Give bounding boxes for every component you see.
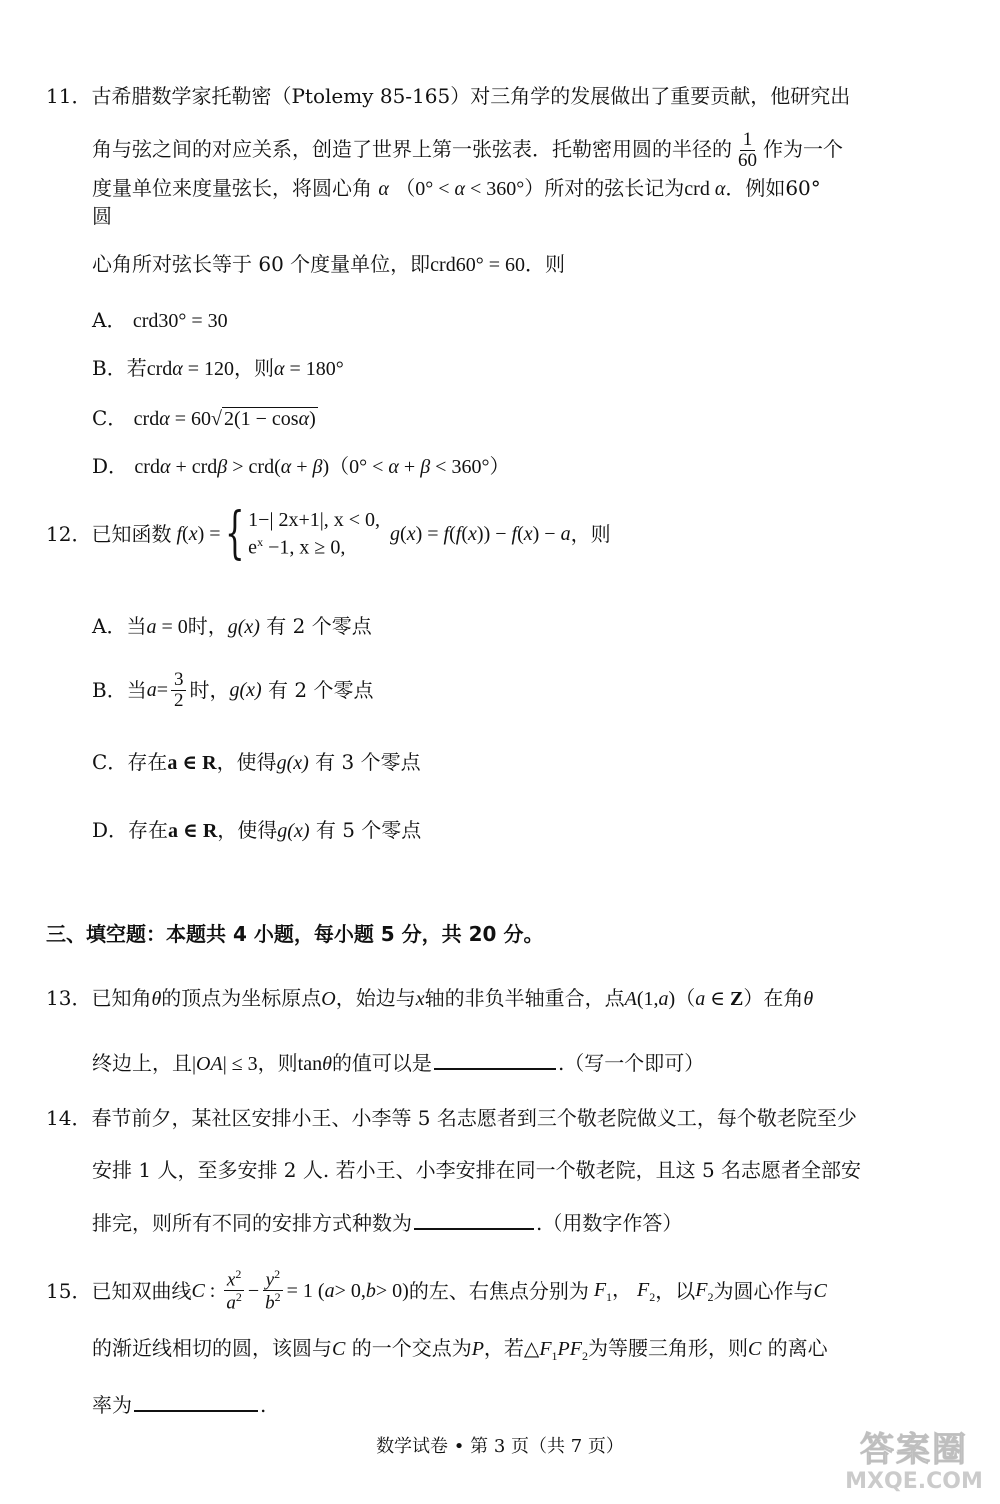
- q12-d-exist: 存在: [128, 818, 169, 842]
- q15-a: 已知双曲线: [91, 1278, 192, 1303]
- math-crd-alpha: crd α: [684, 178, 726, 200]
- math-gx: g(x): [229, 679, 262, 702]
- q11-option-c: [92, 406, 318, 431]
- case-1: 1−| 2x+1|, x < 0,: [248, 508, 381, 531]
- q12-b-shi: 时，: [189, 678, 230, 703]
- q13-b: 的顶点为坐标原点: [161, 986, 322, 1010]
- math-gx: g(x): [276, 752, 309, 774]
- q13-number: 13．: [46, 986, 92, 1010]
- math-gx: g(x): [227, 616, 260, 638]
- math-theta: θ: [803, 988, 814, 1010]
- math-gx-def: g(x) = f(f(x)) − f(x) − a: [390, 523, 571, 545]
- section-heading: 三、填空题：本题共 4 小题，每小题 5 分，共 20 分。: [46, 922, 544, 946]
- q13-c: ，始边与: [335, 986, 416, 1010]
- answer-blank[interactable]: [414, 1210, 534, 1230]
- math-f2: ， $F_2$: [612, 1278, 656, 1304]
- math-x: x: [415, 988, 425, 1010]
- watermark-url: MXQE.COM: [845, 1469, 983, 1494]
- q11-line4: [92, 204, 112, 228]
- q13-line2: [92, 1050, 704, 1076]
- page-footer: 数学试卷 • 第 3 页（共 7 页）: [376, 1436, 624, 1457]
- q11-option-d: [92, 454, 509, 479]
- q11-b-if: 若: [126, 356, 147, 380]
- q11-line3: [92, 176, 821, 201]
- answer-blank[interactable]: [434, 1050, 556, 1070]
- q11-text-5a: 心角所对弦长等于 60 个度量单位，即: [92, 252, 431, 276]
- case-2-rest: −1, x ≥ 0,: [263, 536, 346, 559]
- math-a-in-r: a ∈ R: [168, 820, 218, 842]
- q12-stem: [46, 501, 611, 566]
- q14-text-2: 安排 1 人，至多安排 2 人. 若小王、小李安排在同一个敬老院，且这 5 名志愿者全部安: [92, 1158, 862, 1182]
- q14-text-3b: .（用数字作答）: [536, 1211, 683, 1235]
- math-fx: f(x) =: [176, 523, 221, 545]
- q12-b-has: 有 2 个零点: [268, 678, 374, 703]
- q11-option-b: [92, 356, 344, 381]
- math-a: a: [146, 679, 157, 702]
- math-triangle: $\triangle F_1PF_2$: [523, 1338, 588, 1363]
- q11-text-1: 古希腊数学家托勒密（Ptolemy 85-165）对三角学的发展做出了重要贡献，他研究出: [91, 84, 851, 108]
- case-2-exp: x: [257, 534, 264, 549]
- math-a-in-r: a ∈ R: [167, 752, 217, 774]
- option-label: B．: [92, 356, 127, 380]
- q12-a-shi: 时，: [187, 614, 228, 638]
- q11-line2: [92, 130, 843, 171]
- watermark-logo: [834, 1430, 994, 1500]
- math-a-in-z: a ∈ Z: [695, 988, 744, 1010]
- math-option-d: crdα + crdβ > crd(α + β)（0° < α + β < 360°）: [134, 456, 510, 478]
- q14-line3: [92, 1210, 682, 1235]
- q13-d: 轴的非负半轴重合，点: [424, 986, 625, 1010]
- math-oa-bound: |OA| ≤ 3: [192, 1053, 258, 1075]
- option-label: A．: [92, 614, 127, 638]
- q12-option-d: [92, 818, 421, 843]
- case-2-base: e: [248, 536, 258, 559]
- q11-text-3d: ．例如60°: [725, 176, 821, 200]
- math-theta: θ: [151, 988, 162, 1010]
- math-alpha: α: [378, 178, 389, 200]
- case-2: [248, 534, 380, 562]
- q12-tail: ，则: [570, 522, 611, 546]
- math-option-b-1: crdα = 120: [146, 358, 235, 380]
- q13-g: 终边上，且: [92, 1051, 192, 1075]
- fraction-3-2: $\frac{3}{2}$: [171, 670, 187, 711]
- q15-2b: 的一个交点为: [351, 1336, 472, 1360]
- q12-c-exist: 存在: [127, 750, 168, 774]
- q15-2d: 为等腰三角形，则: [587, 1336, 748, 1360]
- q11-option-a: [92, 308, 228, 333]
- q15-line3: [92, 1392, 266, 1417]
- q13-j: .（写一个即可）: [557, 1051, 705, 1075]
- q13-a: 已知角: [91, 986, 152, 1010]
- q12-number: 12．: [46, 522, 92, 546]
- q12-a-has: 有 2 个零点: [266, 614, 372, 638]
- q11-text-3b: （: [395, 176, 416, 200]
- q15-c: ，以: [655, 1278, 696, 1303]
- q14-number: 14．: [46, 1106, 92, 1130]
- math-c: C: [813, 1279, 827, 1302]
- q13-h: ，则: [257, 1051, 298, 1075]
- math-c: C: [332, 1338, 346, 1360]
- option-label: C．: [92, 406, 128, 430]
- math-option-c: crdα = 60√ 2(1 − cosα): [133, 408, 316, 430]
- math-eq: = 0: [156, 616, 188, 638]
- math-option-b-2: α = 180°: [274, 358, 344, 380]
- q12-option-c: [92, 750, 421, 775]
- q12-option-b: [92, 670, 374, 711]
- q12-option-a: [92, 614, 372, 639]
- option-label: C．: [92, 750, 128, 774]
- option-label: B．: [92, 678, 127, 703]
- q15-2a: 的渐近线相切的圆，该圆与: [92, 1336, 332, 1360]
- q15-3a: 率为: [92, 1393, 132, 1417]
- q13-line1: [46, 986, 813, 1011]
- q15-2e: 的离心: [767, 1336, 828, 1360]
- math-f2-center: $F_2$: [695, 1278, 714, 1304]
- q11-text-5b: ．则: [525, 252, 565, 276]
- q11-text-4: 圆: [92, 204, 112, 228]
- q12-intro: 已知函数: [91, 522, 172, 546]
- q15-3b: .: [260, 1393, 267, 1417]
- q11-b-then: ，则: [234, 356, 275, 380]
- q12-c-such: ，使得: [216, 750, 277, 774]
- q11-line5: [92, 252, 565, 277]
- q14-text-3a: 排完，则所有不同的安排方式种数为: [92, 1211, 412, 1235]
- answer-blank[interactable]: [134, 1392, 258, 1412]
- q12-d-has: 有 5 个零点: [315, 818, 422, 842]
- q11-number: 11．: [46, 84, 92, 108]
- math-p: P: [471, 1338, 484, 1360]
- math-option-a: crd30° = 30: [132, 310, 228, 332]
- math-alpha-range: 0° < α < 360°: [415, 178, 525, 200]
- math-hyperbola: C : $\frac{x^2}{a^2}$ − $\frac{y^2}{b^2}$ = 1 ( a > 0, b > 0): [191, 1267, 409, 1314]
- math-o: O: [321, 988, 336, 1010]
- option-label: D．: [92, 818, 129, 842]
- math-f1: $F_1$: [593, 1278, 613, 1304]
- math-point-a: A(1,a): [624, 988, 676, 1010]
- q13-i: 的值可以是: [331, 1051, 432, 1075]
- q11-fraction-1-60: $\frac{1}{60}$: [738, 129, 757, 171]
- option-label: A．: [92, 308, 127, 332]
- q11-text-2b: 作为一个: [763, 136, 843, 161]
- q13-f: ）在角: [743, 986, 804, 1010]
- q12-d-such: ，使得: [217, 818, 278, 842]
- watermark-text: 答案圈: [860, 1430, 968, 1470]
- math-tan-theta: tanθ: [297, 1053, 332, 1075]
- q11-text-3c: ）所对的弦长记为: [524, 176, 685, 200]
- math-c: C: [747, 1338, 762, 1360]
- math-eq: =: [156, 679, 168, 702]
- q15-2c: ，若: [483, 1336, 524, 1360]
- q15-d: 为圆心作与: [713, 1278, 814, 1303]
- q11-text-2a: 角与弦之间的对应关系，创造了世界上第一张弦表．托勒密用圆的半径的: [92, 136, 732, 161]
- q15-line1: [46, 1268, 827, 1314]
- brace-icon: {: [224, 501, 245, 566]
- q15-b: 的左、右焦点分别为: [408, 1278, 589, 1303]
- option-label: D．: [92, 454, 129, 478]
- q14-line1: [46, 1106, 857, 1130]
- q12-a-when: 当: [126, 614, 147, 638]
- math-a: a: [146, 616, 157, 638]
- q14-line2: [92, 1158, 861, 1182]
- q11-text-3a: 度量单位来度量弦长，将圆心角: [92, 176, 372, 200]
- q14-text-1: 春节前夕，某社区安排小王、小李等 5 名志愿者到三个敬老院做义工，每个敬老院至少: [91, 1106, 857, 1130]
- q13-e: （: [675, 986, 696, 1010]
- math-gx: g(x): [277, 820, 310, 842]
- q11-line1: [46, 84, 850, 108]
- q12-c-has: 有 3 个零点: [315, 750, 421, 774]
- piecewise-function: [221, 501, 381, 566]
- q15-number: 15．: [46, 1278, 92, 1303]
- q15-line2: [92, 1336, 828, 1363]
- q12-b-when: 当: [126, 678, 147, 703]
- math-crd60: crd60° = 60: [430, 254, 525, 276]
